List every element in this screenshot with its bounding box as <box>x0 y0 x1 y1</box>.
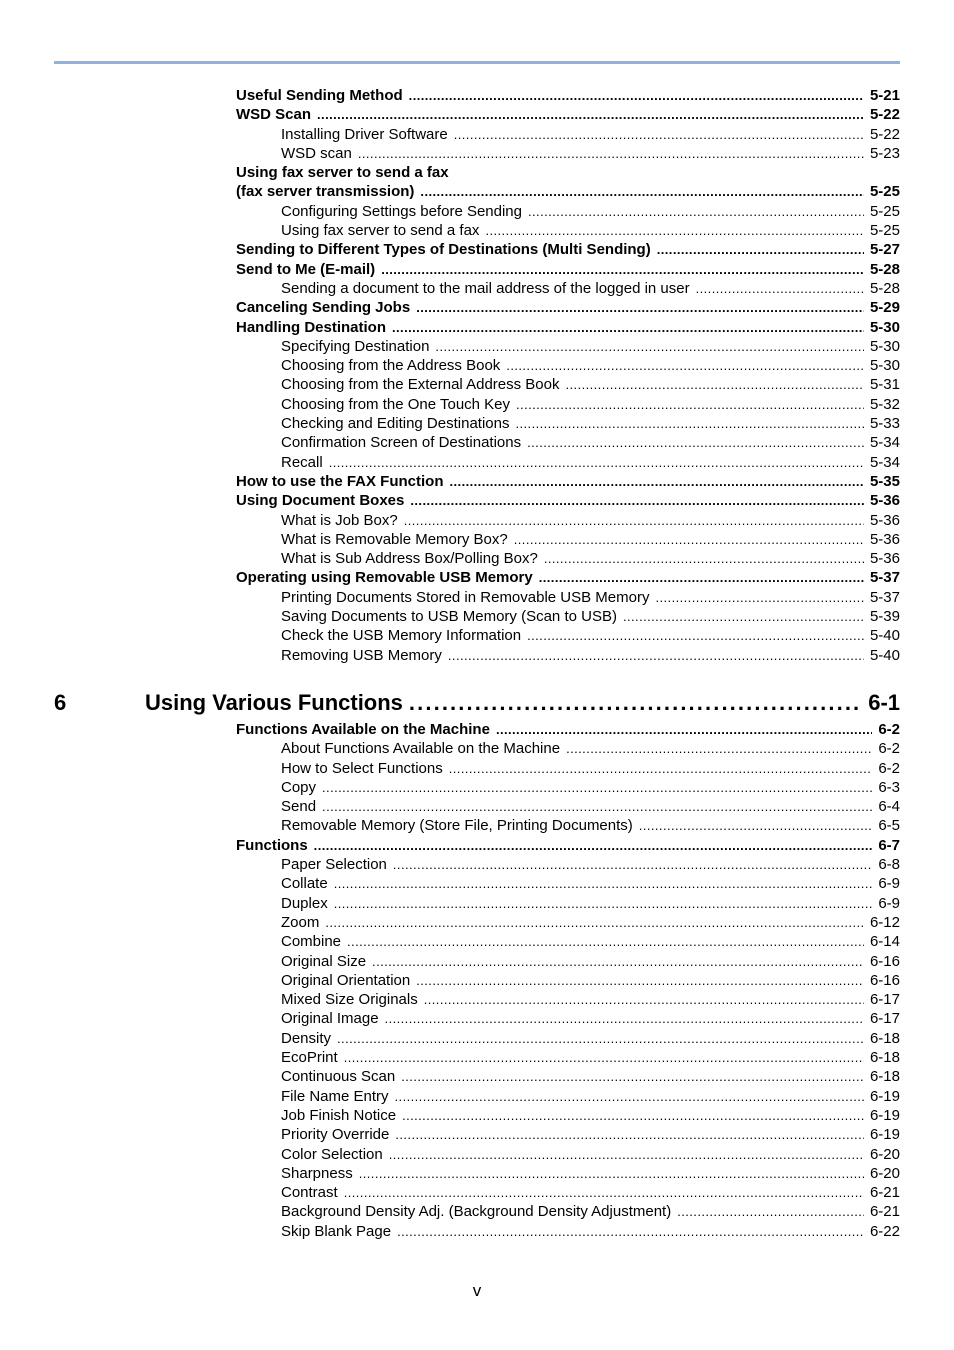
toc-entry-label: Choosing from the External Address Book <box>281 376 560 394</box>
toc-entry-page: 5-27 <box>869 241 900 259</box>
toc-entry[interactable] <box>236 971 900 990</box>
leader-dots <box>381 260 864 279</box>
leader-dots <box>344 1183 864 1202</box>
toc-entry-page: 5-34 <box>869 453 900 471</box>
toc-entry-label: What is Job Box? <box>281 511 398 529</box>
toc-entry-label: Duplex <box>281 894 328 912</box>
toc-entry-page: 5-28 <box>869 279 900 297</box>
toc-entry-page: 6-18 <box>869 1049 900 1067</box>
toc-entry-page: 6-17 <box>869 1010 900 1028</box>
leader-dots <box>395 1087 864 1106</box>
toc-entry-heading[interactable] <box>236 240 900 259</box>
toc-entry-page: 6-7 <box>878 836 900 854</box>
toc-entry-page: 5-32 <box>869 395 900 413</box>
leader-dots <box>410 491 864 510</box>
leader-dots <box>448 646 864 665</box>
toc-entry-page: 5-22 <box>869 106 900 124</box>
leader-dots <box>496 720 872 739</box>
toc-entry[interactable] <box>236 797 900 816</box>
toc-entry-label: Functions Available on the Machine <box>236 721 490 738</box>
toc-entry-label: Canceling Sending Jobs <box>236 299 411 317</box>
toc-entry-page: 5-37 <box>869 569 900 587</box>
toc-entry-label: Using fax server to send a fax <box>236 164 449 182</box>
leader-dots <box>566 739 872 758</box>
toc-entry-label: Original Image <box>281 1010 379 1028</box>
toc-entry[interactable] <box>236 453 900 472</box>
toc-entry-label: Color Selection <box>281 1145 383 1163</box>
chapter-title: Using Various Functions <box>145 690 403 715</box>
leader-dots <box>337 1029 864 1048</box>
leader-dots <box>424 990 864 1009</box>
toc-entry[interactable] <box>236 1087 900 1106</box>
toc-entry-page: 6-20 <box>869 1164 900 1182</box>
leader-dots <box>515 414 863 433</box>
toc-entry-label: Job Finish Notice <box>281 1106 397 1124</box>
toc-entry-label: WSD Scan <box>236 106 312 124</box>
toc-entry[interactable] <box>236 202 900 221</box>
toc-entry-page: 6-2 <box>878 759 900 777</box>
leader-dots <box>358 144 864 163</box>
toc-entry[interactable] <box>236 952 900 971</box>
toc-entry-page: 6-16 <box>869 971 900 989</box>
leader-dots <box>696 279 864 298</box>
toc-entry-page: 6-2 <box>878 721 900 738</box>
toc-entry-heading[interactable] <box>236 182 900 201</box>
chapter-number: 6 <box>54 690 67 715</box>
toc-entry[interactable] <box>236 990 900 1009</box>
toc-entry[interactable] <box>236 1009 900 1028</box>
leader-dots <box>454 125 864 144</box>
leader-dots <box>395 1125 864 1144</box>
leader-dots <box>397 1222 864 1241</box>
toc-entry-page: 5-34 <box>869 434 900 452</box>
toc-entry-label: Printing Documents Stored in Removable USB Memory <box>281 588 650 606</box>
toc-entry-page: 6-4 <box>878 798 900 816</box>
leader-dots <box>401 1067 864 1086</box>
toc-entry-heading[interactable] <box>236 836 900 855</box>
leader-dots <box>639 816 873 835</box>
toc-entry[interactable] <box>236 144 900 163</box>
toc-entry-label: Choosing from the Address Book <box>281 357 501 375</box>
leader-dots <box>329 453 864 472</box>
toc-entry-page: 6-19 <box>869 1126 900 1144</box>
toc-entry-label: (fax server transmission) <box>236 183 415 201</box>
leader-dots <box>677 1202 864 1221</box>
leader-dots <box>655 588 863 607</box>
toc-entry-heading[interactable] <box>236 298 900 317</box>
toc-list-section-6 <box>236 720 900 1241</box>
toc-entry[interactable] <box>236 1145 900 1164</box>
toc-entry-label: Removing USB Memory <box>281 646 442 664</box>
toc-entry-label: Collate <box>281 875 328 893</box>
toc-entry-page: 5-39 <box>869 608 900 626</box>
toc-entry[interactable] <box>236 1048 900 1067</box>
toc-entry[interactable] <box>236 1125 900 1144</box>
toc-entry-heading[interactable] <box>236 568 900 587</box>
toc-entry-label: Using Document Boxes <box>236 492 405 510</box>
toc-entry-page: 5-33 <box>869 415 900 433</box>
toc-entry-page: 5-30 <box>869 357 900 375</box>
toc-entry-page: 5-25 <box>869 202 900 220</box>
leader-dots <box>420 182 864 201</box>
toc-entry[interactable] <box>236 1202 900 1221</box>
toc-entry-heading[interactable] <box>236 105 900 124</box>
toc-entry-page: 5-22 <box>869 125 900 143</box>
toc-entry[interactable] <box>236 759 900 778</box>
toc-entry-label: What is Sub Address Box/Polling Box? <box>281 550 538 568</box>
toc-entry[interactable] <box>236 1067 900 1086</box>
page-number: v <box>472 1281 482 1300</box>
leader-dots <box>516 395 864 414</box>
toc-entry-label: Specifying Destination <box>281 337 430 355</box>
toc-entry-label: What is Removable Memory Box? <box>281 530 508 548</box>
toc-entry-page: 5-40 <box>869 646 900 664</box>
toc-entry-page: 6-21 <box>869 1203 900 1221</box>
toc-entry-page: 5-25 <box>869 183 900 201</box>
toc-entry[interactable] <box>236 816 900 835</box>
toc-entry-label: Handling Destination <box>236 318 386 336</box>
leader-dots <box>389 1145 864 1164</box>
toc-entry[interactable] <box>236 414 900 433</box>
leader-dots <box>539 568 864 587</box>
toc-entry-page: 5-40 <box>869 627 900 645</box>
leader-dots <box>485 221 864 240</box>
toc-entry-page: 5-23 <box>869 144 900 162</box>
toc-entry-page: 5-30 <box>869 318 900 336</box>
toc-entry-label: EcoPrint <box>281 1049 338 1067</box>
leader-dots <box>450 472 864 491</box>
toc-entry-heading[interactable] <box>236 720 900 739</box>
leader-dots <box>449 759 873 778</box>
toc-entry-page: 6-14 <box>869 933 900 951</box>
leader-dots <box>565 375 863 394</box>
toc-entry-heading[interactable] <box>236 472 900 491</box>
toc-entry-page: 6-12 <box>869 913 900 931</box>
toc-entry[interactable] <box>236 1164 900 1183</box>
leader-dots <box>372 952 864 971</box>
toc-entry-label: Combine <box>281 933 342 951</box>
toc-entry[interactable] <box>236 626 900 645</box>
toc-entry[interactable] <box>236 125 900 144</box>
toc-entry[interactable] <box>236 337 900 356</box>
toc-entry-label: How to use the FAX Function <box>236 472 444 490</box>
toc-entry-label: Continuous Scan <box>281 1068 396 1086</box>
leader-dots <box>322 778 872 797</box>
toc-entry-label: Mixed Size Originals <box>281 991 418 1009</box>
toc-entry-page: 5-21 <box>869 87 900 104</box>
leader-dots <box>435 337 864 356</box>
toc-entry-label: Functions <box>236 836 308 854</box>
toc-entry-label: Configuring Settings before Sending <box>281 202 522 220</box>
leader-dots <box>544 549 864 568</box>
toc-entry[interactable] <box>236 279 900 298</box>
leader-dots <box>527 433 864 452</box>
leader-dots <box>393 855 872 874</box>
toc-entry[interactable] <box>236 433 900 452</box>
toc-entry-label: Density <box>281 1029 332 1047</box>
toc-entry[interactable] <box>236 913 900 932</box>
leader-dots <box>409 690 862 716</box>
toc-entry[interactable] <box>236 511 900 530</box>
toc-entry-page: 6-19 <box>869 1106 900 1124</box>
toc-entry-page: 6-18 <box>869 1068 900 1086</box>
toc-entry[interactable] <box>236 894 900 913</box>
toc-entry-label: Installing Driver Software <box>281 125 448 143</box>
toc-entry[interactable] <box>236 1183 900 1202</box>
toc-entry-page: 6-8 <box>878 856 900 874</box>
toc-entry-page: 6-9 <box>878 894 900 912</box>
leader-dots <box>359 1164 864 1183</box>
toc-entry-page: 6-2 <box>878 740 900 758</box>
toc-entry-page: 6-3 <box>878 778 900 796</box>
toc-entry[interactable] <box>236 1222 900 1241</box>
leader-dots <box>385 1009 864 1028</box>
toc-entry[interactable] <box>236 221 900 240</box>
toc-entry-heading[interactable] <box>236 491 900 510</box>
toc-entry-label: Using fax server to send a fax <box>281 222 480 240</box>
leader-dots <box>347 932 864 951</box>
toc-entry-page: 5-36 <box>869 492 900 510</box>
toc-entry-label: Copy <box>281 778 317 796</box>
toc-entry[interactable] <box>236 1106 900 1125</box>
toc-entry-label: How to Select Functions <box>281 759 443 777</box>
toc-entry-page: 5-36 <box>869 550 900 568</box>
toc-entry-page: 5-31 <box>869 376 900 394</box>
toc-entry[interactable] <box>236 646 900 665</box>
leader-dots <box>314 836 873 855</box>
toc-entry-label: Sharpness <box>281 1164 353 1182</box>
toc-entry-page: 6-19 <box>869 1087 900 1105</box>
toc-entry-page: 5-36 <box>869 511 900 529</box>
toc-entry[interactable] <box>236 607 900 626</box>
toc-entry[interactable] <box>236 356 900 375</box>
leader-dots <box>506 356 864 375</box>
leader-dots <box>402 1106 864 1125</box>
toc-entry-label: Send <box>281 798 317 816</box>
toc-entry-label: Zoom <box>281 913 320 931</box>
toc-entry-page: 6-22 <box>869 1222 900 1240</box>
toc-entry-page: 5-25 <box>869 222 900 240</box>
toc-entry-page: 6-5 <box>878 817 900 835</box>
toc-entry-page: 6-20 <box>869 1145 900 1163</box>
toc-entry-label: Background Density Adj. (Background Density Adjustment) <box>281 1203 672 1221</box>
leader-dots <box>334 874 873 893</box>
toc-entry-heading[interactable] <box>236 86 900 105</box>
toc-entry-label: Confirmation Screen of Destinations <box>281 434 522 452</box>
leader-dots <box>409 86 864 105</box>
leader-dots <box>527 626 864 645</box>
toc-entry-page: 5-36 <box>869 530 900 548</box>
leader-dots <box>325 913 864 932</box>
toc-entry-page: 6-18 <box>869 1029 900 1047</box>
toc-entry[interactable] <box>236 1029 900 1048</box>
toc-entry-page: 6-21 <box>869 1184 900 1202</box>
toc-entry[interactable] <box>236 530 900 549</box>
toc-entry-page: 5-35 <box>869 472 900 490</box>
toc-entry[interactable] <box>236 855 900 874</box>
toc-list-section-5 <box>236 86 900 665</box>
leader-dots <box>528 202 864 221</box>
toc-entry-page: 5-37 <box>869 588 900 606</box>
toc-entry-label: Original Size <box>281 952 367 970</box>
toc-entry-label: Send to Me (E-mail) <box>236 260 376 278</box>
toc-entry-heading[interactable] <box>236 163 900 182</box>
toc-entry-label: Choosing from the One Touch Key <box>281 395 511 413</box>
toc-entry[interactable] <box>236 395 900 414</box>
toc-entry-label: Skip Blank Page <box>281 1222 392 1240</box>
toc-entry-heading[interactable] <box>236 318 900 337</box>
toc-entry-label: About Functions Available on the Machine <box>281 740 561 758</box>
toc-entry-page: 6-16 <box>869 952 900 970</box>
toc-entry-label: Priority Override <box>281 1126 390 1144</box>
chapter-heading[interactable] <box>54 690 900 718</box>
toc-entry-heading[interactable] <box>236 260 900 279</box>
toc-entry-label: Contrast <box>281 1184 338 1202</box>
toc-entry[interactable] <box>236 588 900 607</box>
header-rule <box>54 61 900 64</box>
toc-entry-label: Removable Memory (Store File, Printing Documents) <box>281 817 633 835</box>
leader-dots <box>657 240 864 259</box>
toc-entry-label: File Name Entry <box>281 1087 389 1105</box>
leader-dots <box>317 105 864 124</box>
leader-dots <box>514 530 864 549</box>
chapter-page: 6-1 <box>868 690 900 715</box>
leader-dots <box>334 894 873 913</box>
leader-dots <box>404 511 864 530</box>
toc-entry-page: 5-28 <box>869 260 900 278</box>
toc-entry-label: Checking and Editing Destinations <box>281 415 510 433</box>
leader-dots <box>416 971 864 990</box>
toc-entry-page: 6-17 <box>869 991 900 1009</box>
toc-entry-label: Sending a document to the mail address of the logged in user <box>281 279 690 297</box>
toc-entry-label: Paper Selection <box>281 856 387 874</box>
toc-entry-label: Original Orientation <box>281 971 411 989</box>
leader-dots <box>623 607 864 626</box>
toc-entry[interactable] <box>236 549 900 568</box>
toc-entry[interactable] <box>236 932 900 951</box>
leader-dots <box>344 1048 864 1067</box>
toc-entry-label: Check the USB Memory Information <box>281 627 522 645</box>
toc-entry-label: Saving Documents to USB Memory (Scan to USB) <box>281 608 617 626</box>
toc-entry-page: 5-30 <box>869 337 900 355</box>
toc-entry[interactable] <box>236 739 900 758</box>
toc-entry-page: 6-9 <box>878 875 900 893</box>
leader-dots <box>392 318 864 337</box>
leader-dots <box>322 797 872 816</box>
toc-entry-label: Operating using Removable USB Memory <box>236 569 533 587</box>
toc-entry-label: Sending to Different Types of Destinations (Multi Sending) <box>236 241 651 259</box>
toc-entry-label: WSD scan <box>281 144 352 162</box>
toc-entry-label: Useful Sending Method <box>236 87 403 104</box>
leader-dots <box>416 298 864 317</box>
toc-entry[interactable] <box>236 874 900 893</box>
toc-entry-label: Recall <box>281 453 323 471</box>
toc-entry-page: 5-29 <box>869 299 900 317</box>
toc-entry[interactable] <box>236 375 900 394</box>
toc-entry[interactable] <box>236 778 900 797</box>
